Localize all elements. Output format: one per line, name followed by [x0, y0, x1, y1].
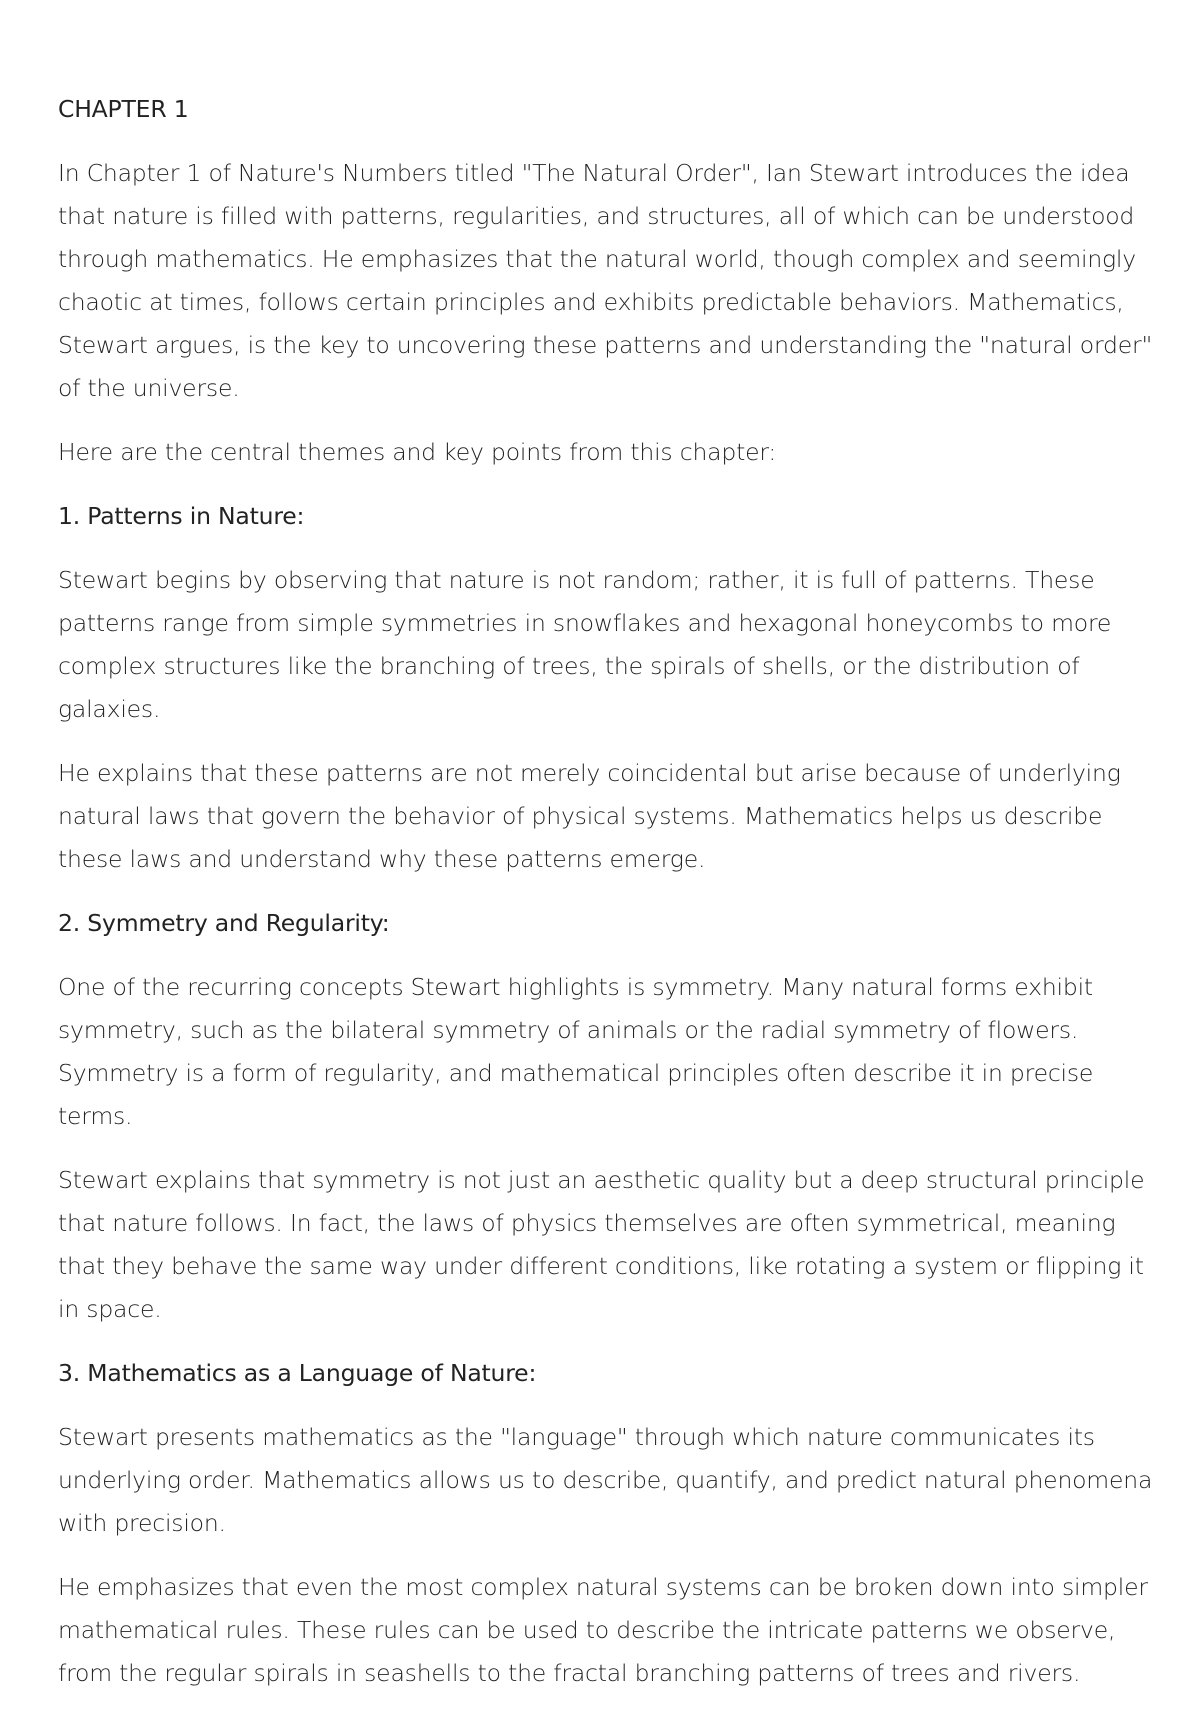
section-paragraph: He emphasizes that even the most complex natural systems can be broken down into simpler mathematical rules. These rules can be used to describe the intricate patterns we observe, from the regular spirals in seashells to the fractal branching patterns of trees and rivers.	[58, 1573, 1148, 1687]
chapter-heading: CHAPTER 1	[58, 95, 189, 123]
section-heading-symmetry: 2. Symmetry and Regularity:	[58, 909, 390, 937]
intro-paragraph: In Chapter 1 of Nature's Numbers titled "The Natural Order", Ian Stewart introduces the idea that nature is filled with patterns, regularities, and structures, all of which can be understood through mathematics. He emphasizes that the natural world, though complex and seemingly chaotic at times, follows certain principles and exhibits predictable behaviors. Mathematics, Stewart argues, is the key to uncovering these patterns and understanding the "natural order" of the universe.	[58, 159, 1153, 402]
section-heading-language: 3. Mathematics as a Language of Nature:	[58, 1359, 537, 1387]
section-paragraph: Stewart presents mathematics as the "language" through which nature communicates its underlying order. Mathematics allows us to describe, quantify, and predict natural phenomena with precision.	[58, 1423, 1153, 1537]
document-page	[58, 88, 1168, 1716]
lead-in-paragraph: Here are the central themes and key points from this chapter:	[58, 438, 777, 466]
section-paragraph: He explains that these patterns are not merely coincidental but arise because of underlying natural laws that govern the behavior of physical systems. Mathematics helps us describe these laws and understand why these patterns emerge.	[58, 759, 1121, 873]
section-paragraph: Stewart begins by observing that nature is not random; rather, it is full of patterns. These patterns range from simple symmetries in snowflakes and hexagonal honeycombs to more complex structures like the branching of trees, the spirals of shells, or the distribution of galaxies.	[58, 566, 1112, 723]
section-heading-patterns: 1. Patterns in Nature:	[58, 502, 305, 530]
section-paragraph: Stewart explains that symmetry is not just an aesthetic quality but a deep structural principle that nature follows. In fact, the laws of physics themselves are often symmetrical, meaning that they behave the same way under different conditions, like rotating a system or flipping it in space.	[58, 1166, 1145, 1323]
section-paragraph: One of the recurring concepts Stewart highlights is symmetry. Many natural forms exhibit symmetry, such as the bilateral symmetry of animals or the radial symmetry of flowers. Symmetry is a form of regularity, and mathematical principles often describe it in precise terms.	[58, 973, 1094, 1130]
